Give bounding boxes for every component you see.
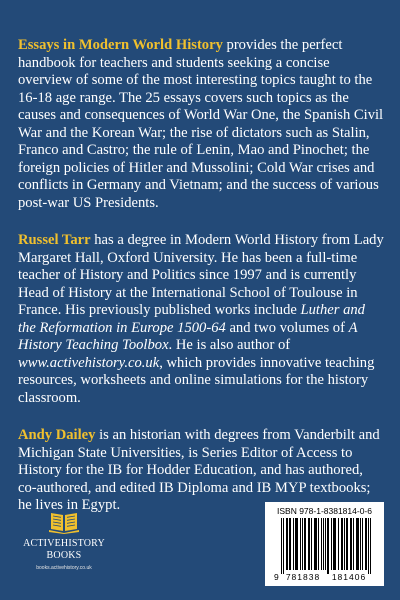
barcode-bar: [316, 518, 317, 570]
barcode-bar: [281, 518, 282, 574]
barcode-bar: [353, 518, 354, 570]
author-bio-text-c: . He is also author of: [168, 337, 291, 353]
author-name-russel-tarr: Russel Tarr: [18, 232, 91, 248]
barcode-bar: [289, 518, 290, 570]
barcode-bar: [331, 518, 332, 570]
author-bio-text-dailey: is an historian with degrees from Vanderbilt and Michigan State Universities, is Series Editor of Access to History for the IB for Hodder Education, and has authored, co-authored, and edited IB Diploma and IB MYP textbooks; he lives in Egypt.: [18, 427, 380, 513]
barcode-bar: [356, 518, 357, 570]
author-name-andy-dailey: Andy Dailey: [18, 427, 96, 443]
barcode-bar: [334, 518, 335, 570]
barcode-bar: [321, 518, 322, 570]
barcode-digit-first: 9: [274, 572, 279, 582]
book-description: [18, 37, 384, 212]
author-bio-text-b: and two volumes of: [225, 319, 349, 336]
barcode-bar: [297, 518, 298, 570]
barcode-bar: [295, 518, 296, 570]
barcode-bar: [350, 518, 351, 570]
publisher-logo: [22, 510, 106, 572]
barcode-bar: [344, 518, 345, 570]
blurb-text: [18, 37, 384, 535]
barcode-bar: [351, 518, 352, 570]
barcode-bar: [302, 518, 303, 570]
barcode-bar: [300, 518, 301, 570]
barcode-image: [271, 518, 378, 582]
author-bio-text-d: , which provides innovative teaching resources, worksheets and online simulations for the history classroom.: [18, 354, 375, 406]
publisher-url: books.activehistory.co.uk: [36, 565, 92, 571]
barcode-bar: [341, 518, 342, 570]
book-title-luther: Luther and the Reformation in Europe 1500-64: [18, 302, 365, 336]
barcode-bar: [362, 518, 363, 570]
barcode-bar: [368, 518, 369, 574]
barcode-bar: [293, 518, 294, 570]
publisher-name: [22, 538, 106, 562]
barcode-bar: [328, 518, 329, 574]
barcode-bar: [335, 518, 336, 570]
author-bio-russel-tarr: [18, 232, 384, 407]
barcode-bar: [311, 518, 312, 570]
barcode-bar: [360, 518, 361, 570]
barcode-bar: [327, 518, 328, 574]
barcode-bar: [304, 518, 305, 570]
barcode-bar: [365, 518, 366, 570]
barcode-bar: [357, 518, 358, 570]
barcode-bar: [333, 518, 334, 570]
barcode-bar: [347, 518, 348, 570]
barcode-bar: [342, 518, 343, 570]
barcode-bar: [325, 518, 326, 570]
barcode-digits-left: 781838: [285, 572, 321, 582]
book-title: Essays in Modern World History: [18, 37, 223, 53]
barcode-bar: [296, 518, 297, 570]
publisher-name-line1: ACTIVEHISTORY: [23, 538, 105, 549]
open-book-icon: [49, 510, 79, 534]
book-title-toolbox: A History Teaching Toolbox: [18, 319, 358, 353]
author-bio-text-a: has a degree in Modern World History from Lady Margaret Hall, Oxford University. He has been a full-time teacher of History and Politics since 1997 and is currently Head of History at the International School of Toulouse in France. His previously published works include: [18, 232, 384, 318]
barcode-bar: [309, 518, 310, 570]
barcode-bar: [286, 518, 287, 570]
barcode-bar: [370, 518, 371, 574]
barcode-bar: [346, 518, 347, 570]
barcode-bar: [308, 518, 309, 570]
barcode-bar: [314, 518, 315, 570]
publisher-name-line2: BOOKS: [46, 550, 82, 561]
barcode-bar: [338, 518, 339, 570]
barcode-bar: [358, 518, 359, 570]
barcode-bar: [290, 518, 291, 570]
barcode-bar: [287, 518, 288, 570]
website-link: www.activehistory.co.uk: [18, 354, 160, 371]
barcode-bar: [283, 518, 284, 574]
barcode-bar: [305, 518, 306, 570]
isbn-number: ISBN 978-1-8381814-0-6: [277, 506, 372, 516]
barcode-bar: [315, 518, 316, 570]
book-description-text: provides the perfect handbook for teachers and students seeking a concise overview of some of the most interesting topics taught to the 16-18 age range. The 25 essays covers such topics as the causes and consequences of World War One, the Spanish Civil War and the Korean War; the rise of dictators such as Stalin, Franco and Castro; the rule of Lenin, Mao and Pinochet; the foreign policies of Hitler and Mussolini; Cold War crises and conflicts in Germany and Vietnam; and the success of various post-war US Presidents.: [18, 37, 384, 211]
isbn-barcode: [265, 502, 384, 586]
barcode-bar: [318, 518, 319, 570]
barcode-bar: [366, 518, 367, 570]
barcode-bar: [323, 518, 324, 570]
barcode-digits-right: 181406: [331, 572, 367, 582]
